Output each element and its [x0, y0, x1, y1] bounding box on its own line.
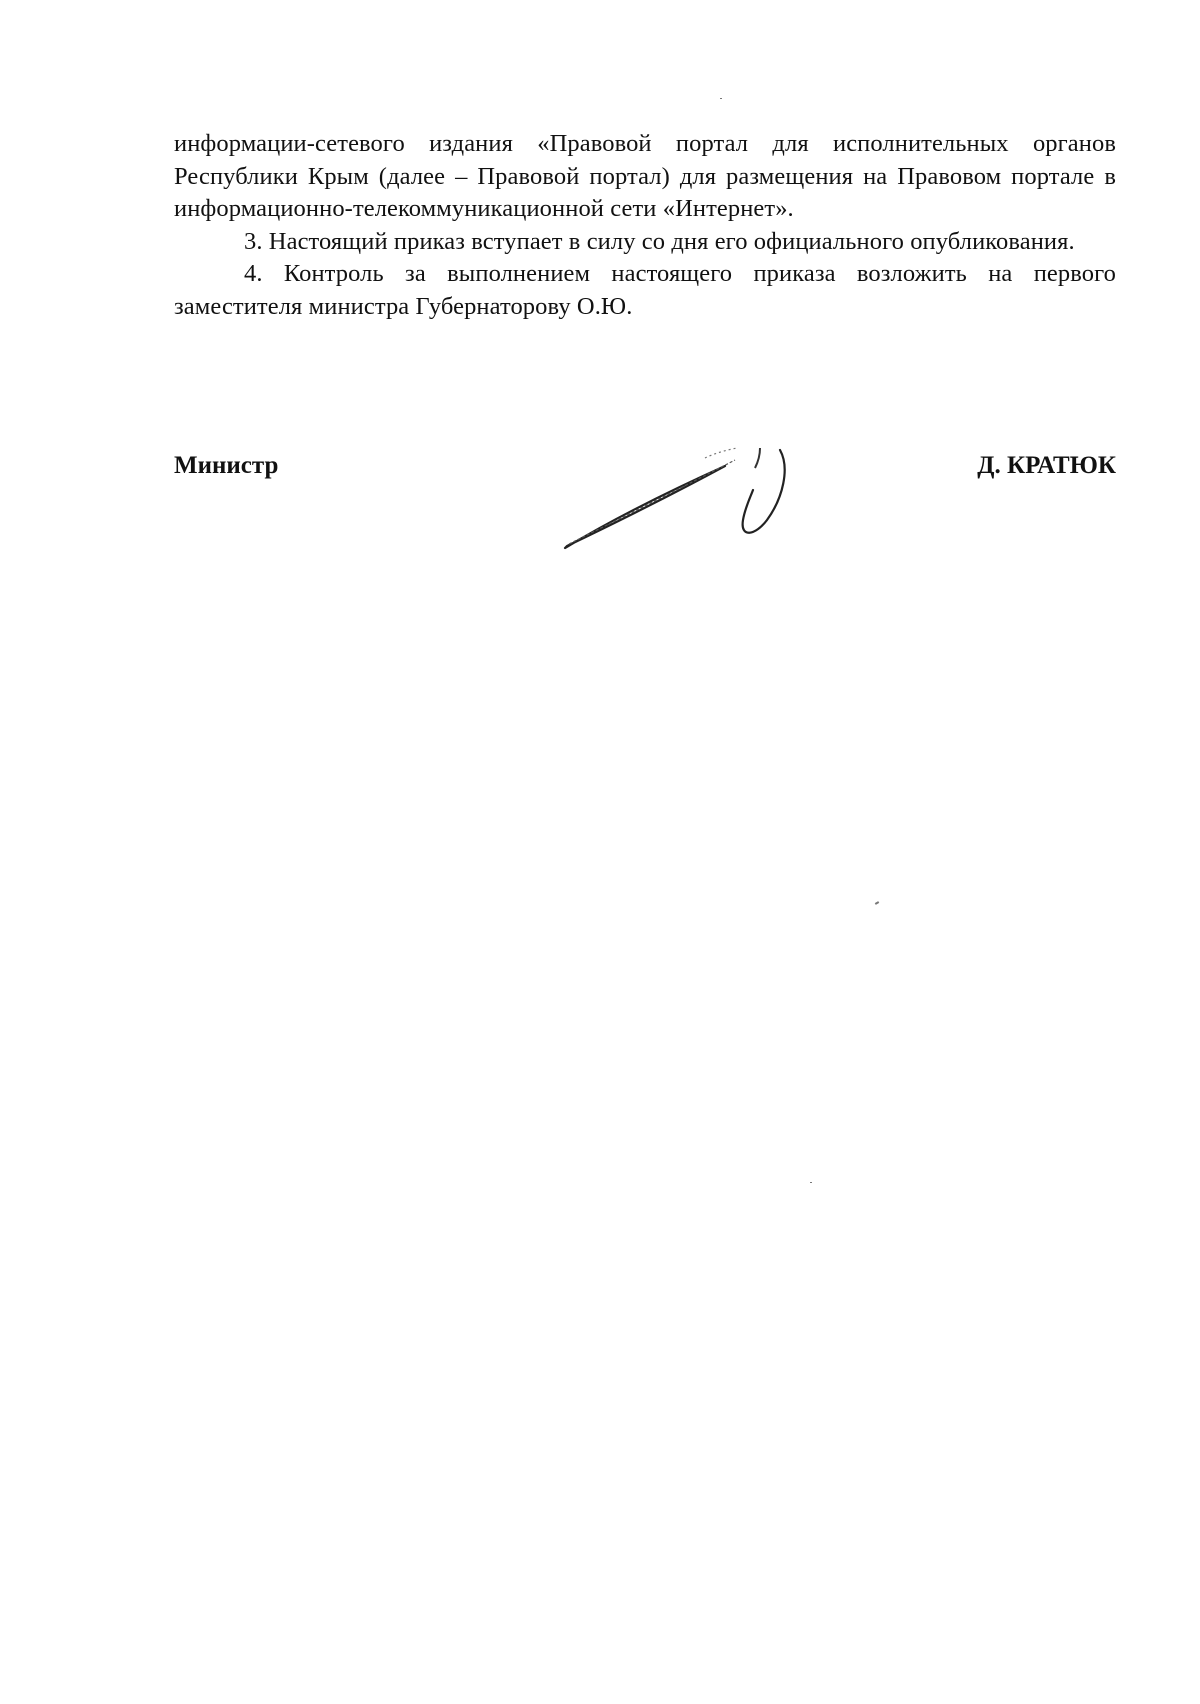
scan-speck	[875, 901, 879, 905]
paragraph-3: 3. Настоящий приказ вступает в силу со дня его официального опубликования.	[244, 227, 1075, 255]
signer-name: Д. КРАТЮК	[977, 452, 1116, 479]
scan-speck	[720, 98, 722, 99]
document-body	[174, 128, 1116, 323]
scan-speck	[810, 1182, 812, 1183]
handwritten-signature	[555, 438, 815, 558]
signer-position: Министр	[174, 452, 279, 479]
paragraph-continuation: информации-сетевого издания «Правовой портал для исполнительных органов Республики Крым (далее – Правовой портал) для размещения на Правовом портале в информационно-телекоммуникационной сети «Интернет».	[174, 130, 1116, 222]
paragraph-4: 4. Контроль за выполнением настоящего приказа возложить на первого заместителя министра Губернаторову О.Ю.	[174, 260, 1116, 320]
